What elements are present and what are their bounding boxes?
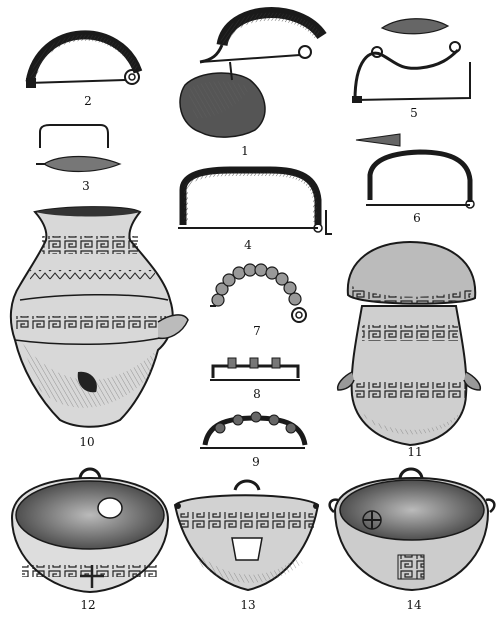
figure-number-4: 4: [244, 238, 252, 252]
figure-number-9: 9: [252, 455, 260, 469]
figure-number-8: 8: [253, 387, 261, 401]
bowl-12: [12, 469, 168, 592]
figure-number-11: 11: [407, 445, 423, 459]
fibula-6: [356, 134, 474, 208]
figure-number-13: 13: [240, 598, 256, 612]
figure-number-2: 2: [84, 94, 92, 108]
figure-number-12: 12: [80, 598, 96, 612]
fibula-8: [210, 358, 300, 380]
figure-number-10: 10: [79, 435, 95, 449]
fibula-4: [178, 170, 332, 234]
fibula-5: [352, 19, 470, 103]
urn-11: [338, 242, 481, 445]
fibula-1: [180, 13, 322, 138]
bowl-13: [175, 481, 319, 590]
figure-number-3: 3: [82, 179, 90, 193]
fibula-3: [36, 125, 120, 172]
figure-number-5: 5: [410, 106, 418, 120]
figure-number-6: 6: [413, 211, 421, 225]
fibula-2: [26, 35, 139, 88]
figure-number-14: 14: [406, 598, 422, 612]
bowl-14: [330, 469, 495, 590]
fibula-7: [210, 264, 306, 322]
figure-number-1: 1: [241, 144, 249, 158]
fibula-9: [200, 412, 305, 448]
urn-10: [11, 207, 188, 427]
figure-number-7: 7: [253, 324, 261, 338]
